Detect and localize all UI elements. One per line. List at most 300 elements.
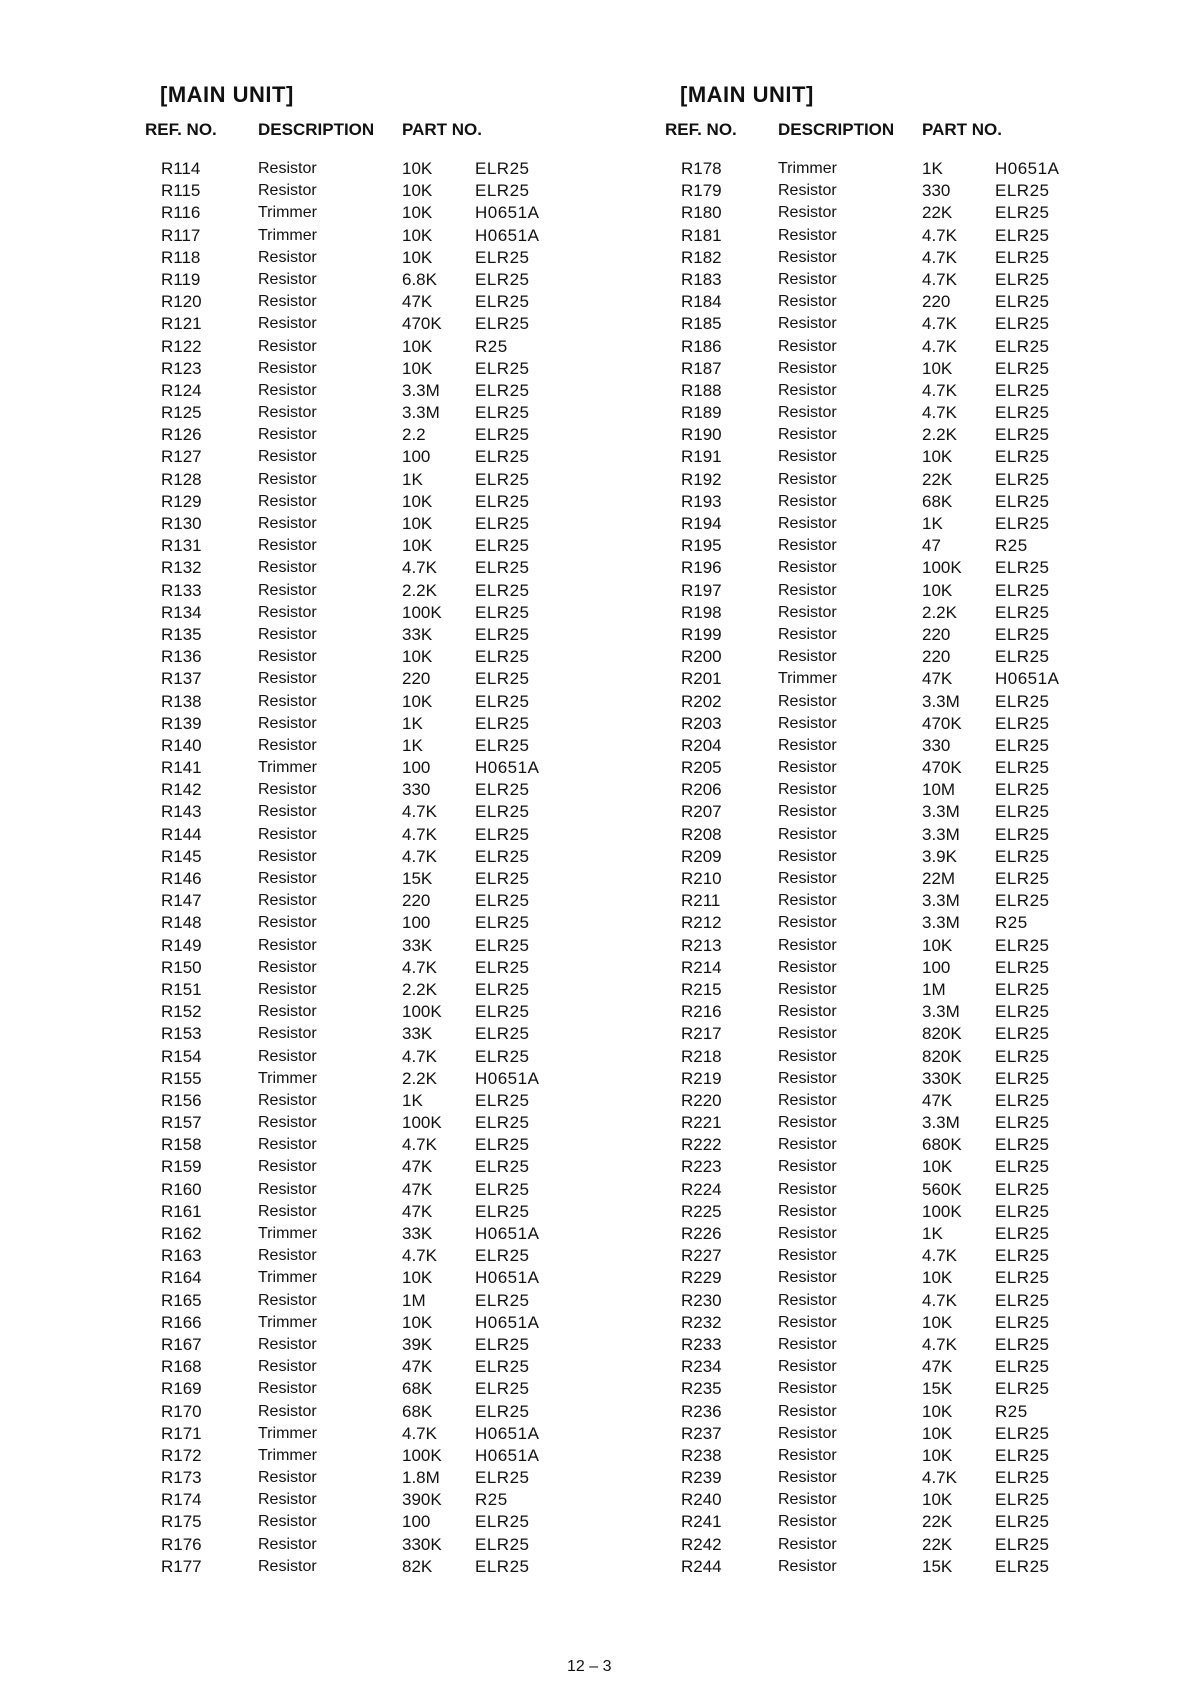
- ref-no-cell: R181: [681, 225, 722, 245]
- part-no-cell: ELR25: [995, 225, 1050, 245]
- table-row: [665, 358, 1105, 380]
- description-cell: Resistor: [778, 825, 837, 843]
- description-cell: Resistor: [258, 1358, 317, 1376]
- part-no-cell: R25: [475, 1490, 508, 1510]
- ref-no-cell: R188: [681, 380, 722, 400]
- value-cell: 10K: [402, 225, 433, 245]
- description-cell: Resistor: [778, 470, 837, 488]
- value-cell: 1K: [402, 735, 423, 755]
- part-no-cell: ELR25: [475, 469, 530, 489]
- part-no-cell: ELR25: [995, 647, 1050, 667]
- description-cell: Resistor: [258, 781, 317, 799]
- description-cell: Resistor: [778, 1424, 837, 1442]
- value-cell: 100: [402, 447, 431, 467]
- description-cell: Resistor: [778, 1180, 837, 1198]
- table-row: [665, 202, 1105, 224]
- ref-no-cell: R213: [681, 935, 722, 955]
- value-cell: 4.7K: [402, 846, 437, 866]
- table-row: [665, 935, 1105, 957]
- value-cell: 10K: [922, 580, 953, 600]
- value-cell: 100K: [402, 602, 442, 622]
- part-no-cell: H0651A: [475, 1445, 540, 1465]
- part-no-cell: ELR25: [475, 1290, 530, 1310]
- table-row: [145, 691, 585, 713]
- value-cell: 10K: [922, 1157, 953, 1177]
- description-cell: Trimmer: [258, 1313, 317, 1331]
- part-no-cell: ELR25: [995, 1423, 1050, 1443]
- table-row: [665, 1378, 1105, 1400]
- description-cell: Resistor: [258, 648, 317, 666]
- description-cell: Resistor: [778, 892, 837, 910]
- ref-no-cell: R208: [681, 824, 722, 844]
- value-cell: 4.7K: [402, 558, 437, 578]
- value-cell: 100: [402, 1512, 431, 1532]
- description-cell: Resistor: [778, 426, 837, 444]
- part-no-cell: ELR25: [995, 1312, 1050, 1332]
- value-cell: 33K: [402, 624, 433, 644]
- table-row: [665, 1156, 1105, 1178]
- part-no-cell: H0651A: [475, 1068, 540, 1088]
- table-row: [145, 1312, 585, 1334]
- description-cell: Resistor: [258, 870, 317, 887]
- ref-no-cell: R123: [161, 358, 202, 378]
- part-no-cell: ELR25: [995, 292, 1050, 312]
- ref-no-cell: R127: [161, 447, 202, 467]
- ref-no-cell: R200: [681, 647, 722, 667]
- table-row: [145, 513, 585, 535]
- table-row: [665, 446, 1105, 468]
- description-cell: Resistor: [778, 1225, 837, 1242]
- part-no-cell: ELR25: [475, 536, 530, 556]
- value-cell: 1K: [402, 713, 423, 733]
- value-cell: 10K: [922, 1268, 953, 1288]
- description-cell: Resistor: [778, 603, 837, 621]
- ref-no-cell: R230: [681, 1290, 722, 1310]
- description-cell: Resistor: [258, 1469, 317, 1487]
- description-cell: Resistor: [258, 714, 317, 732]
- part-no-cell: ELR25: [995, 1090, 1050, 1110]
- ref-no-cell: R116: [161, 203, 201, 223]
- part-no-cell: ELR25: [475, 1002, 530, 1022]
- description-cell: Resistor: [778, 1358, 837, 1376]
- part-no-cell: ELR25: [475, 1512, 530, 1532]
- ref-no-cell: R176: [161, 1534, 202, 1554]
- ref-no-cell: R135: [161, 624, 202, 644]
- ref-no-cell: R216: [681, 1002, 722, 1022]
- table-row: [145, 779, 585, 801]
- description-cell: Resistor: [258, 448, 317, 466]
- value-cell: 10K: [402, 1312, 433, 1332]
- ref-no-cell: R118: [161, 247, 201, 267]
- value-cell: 4.7K: [922, 1290, 957, 1310]
- description-cell: Resistor: [778, 581, 837, 599]
- ref-no-cell: R159: [161, 1157, 202, 1177]
- part-no-cell: ELR25: [995, 780, 1050, 800]
- part-no-cell: ELR25: [995, 1135, 1050, 1155]
- part-no-cell: ELR25: [475, 1157, 530, 1177]
- description-cell: Resistor: [258, 1025, 317, 1043]
- table-header: [665, 120, 1105, 148]
- value-cell: 47K: [922, 669, 953, 689]
- ref-no-cell: R120: [161, 292, 202, 312]
- table-row: [665, 291, 1105, 313]
- ref-no-cell: R190: [681, 425, 722, 445]
- value-cell: 1K: [922, 1224, 943, 1243]
- description-cell: Resistor: [778, 1446, 837, 1464]
- table-row: [145, 957, 585, 979]
- value-cell: 2.2K: [402, 580, 437, 600]
- description-cell: Resistor: [258, 603, 317, 621]
- ref-no-cell: R157: [161, 1113, 202, 1133]
- ref-no-cell: R167: [161, 1334, 202, 1354]
- table-row: [145, 1179, 585, 1201]
- description-cell: Resistor: [778, 914, 837, 932]
- value-cell: 4.7K: [402, 802, 437, 822]
- description-cell: Resistor: [778, 226, 837, 244]
- value-cell: 4.7K: [402, 1135, 437, 1155]
- part-no-cell: ELR25: [995, 269, 1050, 289]
- part-no-cell: ELR25: [475, 181, 530, 201]
- part-no-cell: ELR25: [995, 691, 1050, 711]
- description-cell: Resistor: [258, 1003, 317, 1021]
- part-no-cell: ELR25: [995, 957, 1050, 977]
- description-cell: Resistor: [778, 559, 837, 577]
- description-cell: Resistor: [258, 825, 317, 843]
- part-no-cell: ELR25: [995, 979, 1050, 999]
- value-cell: 82K: [402, 1556, 433, 1576]
- description-cell: Resistor: [258, 1202, 317, 1220]
- description-cell: Resistor: [258, 537, 317, 555]
- description-cell: Resistor: [258, 1180, 317, 1198]
- part-no-cell: ELR25: [995, 846, 1050, 866]
- table-row: [145, 535, 585, 557]
- part-no-cell: ELR25: [995, 558, 1050, 578]
- part-no-cell: ELR25: [995, 380, 1050, 400]
- table-row: [145, 1001, 585, 1023]
- description-cell: Resistor: [778, 315, 837, 333]
- value-cell: 15K: [922, 1379, 953, 1399]
- description-cell: Resistor: [778, 1291, 837, 1309]
- part-no-cell: ELR25: [995, 336, 1050, 356]
- ref-no-cell: R205: [681, 758, 722, 778]
- table-row: [665, 1267, 1105, 1289]
- ref-no-cell: R119: [161, 269, 201, 289]
- table-row: [145, 1534, 585, 1556]
- table-row: [665, 1467, 1105, 1489]
- table-row: [145, 1046, 585, 1068]
- ref-no-cell: R241: [681, 1512, 722, 1532]
- ref-no-cell: R222: [681, 1135, 722, 1155]
- page-number: 12 – 3: [567, 1658, 612, 1675]
- header-ref-no: REF. NO.: [145, 120, 217, 139]
- table-row: [145, 912, 585, 934]
- value-cell: 4.7K: [922, 1246, 957, 1266]
- description-cell: Resistor: [778, 847, 837, 865]
- part-no-cell: ELR25: [475, 514, 530, 533]
- table-row: [665, 1023, 1105, 1045]
- table-row: [665, 735, 1105, 757]
- description-cell: Trimmer: [258, 226, 317, 244]
- table-row: [665, 269, 1105, 291]
- value-cell: 22K: [922, 1512, 953, 1532]
- table-row: [145, 1445, 585, 1467]
- ref-no-cell: R225: [681, 1201, 722, 1221]
- value-cell: 10K: [402, 203, 433, 223]
- part-no-cell: ELR25: [995, 1468, 1050, 1488]
- description-cell: Resistor: [258, 359, 317, 377]
- description-cell: Resistor: [258, 160, 317, 177]
- part-no-cell: ELR25: [475, 846, 530, 866]
- value-cell: 820K: [922, 1046, 962, 1066]
- table-row: [665, 957, 1105, 979]
- table-row: [665, 336, 1105, 358]
- table-row: [145, 446, 585, 468]
- ref-no-cell: R147: [161, 891, 202, 911]
- description-cell: Resistor: [778, 958, 837, 976]
- value-cell: 2.2K: [922, 602, 957, 622]
- ref-no-cell: R151: [161, 979, 202, 999]
- description-cell: Resistor: [778, 204, 837, 222]
- ref-no-cell: R218: [681, 1046, 722, 1066]
- value-cell: 68K: [922, 491, 953, 511]
- ref-no-cell: R235: [681, 1379, 722, 1399]
- part-no-cell: ELR25: [475, 580, 530, 600]
- part-no-cell: ELR25: [475, 979, 530, 999]
- value-cell: 4.7K: [922, 1334, 957, 1354]
- value-cell: 47K: [922, 1090, 953, 1110]
- description-cell: Resistor: [778, 1535, 837, 1553]
- description-cell: Resistor: [778, 1380, 837, 1398]
- table-row: [145, 247, 585, 269]
- value-cell: 22K: [922, 203, 953, 223]
- description-cell: Resistor: [258, 980, 317, 998]
- ref-no-cell: R117: [161, 225, 201, 245]
- part-no-cell: ELR25: [475, 691, 530, 711]
- part-no-cell: ELR25: [475, 1534, 530, 1554]
- description-cell: Resistor: [258, 1114, 317, 1132]
- value-cell: 10K: [402, 358, 433, 378]
- description-cell: Resistor: [778, 648, 837, 666]
- description-cell: Resistor: [258, 1557, 317, 1575]
- part-no-cell: ELR25: [475, 1246, 530, 1266]
- table-row: [665, 624, 1105, 646]
- description-cell: Resistor: [258, 426, 317, 444]
- table-row: [145, 1489, 585, 1511]
- value-cell: 3.3M: [402, 380, 440, 400]
- description-cell: Resistor: [778, 781, 837, 799]
- part-no-cell: ELR25: [995, 358, 1050, 378]
- table-row: [665, 912, 1105, 934]
- table-row: [145, 868, 585, 890]
- description-cell: Resistor: [778, 803, 837, 821]
- table-row: [145, 1378, 585, 1400]
- description-cell: Trimmer: [258, 1069, 317, 1087]
- table-row: [145, 1556, 585, 1578]
- description-cell: Trimmer: [258, 759, 317, 777]
- table-row: [145, 491, 585, 513]
- value-cell: 220: [922, 292, 951, 312]
- value-cell: 10K: [922, 358, 953, 378]
- description-cell: Resistor: [258, 1535, 317, 1553]
- table-row: [145, 846, 585, 868]
- ref-no-cell: R203: [681, 713, 722, 733]
- ref-no-cell: R220: [681, 1090, 722, 1110]
- ref-no-cell: R172: [161, 1445, 202, 1465]
- description-cell: Resistor: [778, 714, 837, 732]
- table-row: [145, 1290, 585, 1312]
- part-no-cell: H0651A: [475, 1268, 540, 1288]
- value-cell: 10M: [922, 780, 956, 800]
- part-no-cell: ELR25: [995, 1556, 1050, 1576]
- part-no-cell: ELR25: [475, 1201, 530, 1221]
- table-row: [145, 1134, 585, 1156]
- description-cell: Resistor: [258, 847, 317, 865]
- header-description: DESCRIPTION: [258, 120, 375, 139]
- description-cell: Resistor: [258, 404, 317, 422]
- part-no-cell: ELR25: [475, 1556, 530, 1576]
- value-cell: 47K: [402, 1179, 433, 1199]
- table-row: [665, 801, 1105, 823]
- value-cell: 10K: [922, 447, 953, 467]
- table-row: [665, 691, 1105, 713]
- value-cell: 47K: [402, 292, 433, 312]
- description-cell: Resistor: [778, 537, 837, 555]
- value-cell: 15K: [402, 869, 433, 888]
- value-cell: 3.3M: [922, 913, 960, 933]
- part-no-cell: ELR25: [995, 758, 1050, 778]
- table-row: [145, 1511, 585, 1533]
- ref-no-cell: R152: [161, 1002, 202, 1022]
- value-cell: 4.7K: [922, 269, 957, 289]
- ref-no-cell: R238: [681, 1445, 722, 1465]
- table-row: [665, 757, 1105, 779]
- value-cell: 820K: [922, 1024, 962, 1044]
- ref-no-cell: R237: [681, 1423, 722, 1443]
- description-cell: Resistor: [778, 248, 837, 266]
- part-no-cell: ELR25: [475, 358, 530, 378]
- value-cell: 330: [402, 780, 431, 800]
- ref-no-cell: R124: [161, 380, 202, 400]
- value-cell: 3.3M: [922, 824, 960, 844]
- ref-no-cell: R122: [161, 336, 202, 356]
- value-cell: 22K: [922, 1534, 953, 1554]
- table-row: [665, 779, 1105, 801]
- table-row: [665, 1401, 1105, 1423]
- description-cell: Resistor: [778, 515, 837, 532]
- description-cell: Resistor: [258, 515, 317, 532]
- description-cell: Resistor: [778, 359, 837, 377]
- description-cell: Resistor: [258, 559, 317, 577]
- ref-no-cell: R214: [681, 957, 722, 977]
- table-row: [145, 1112, 585, 1134]
- value-cell: 1M: [402, 1290, 426, 1310]
- part-no-cell: ELR25: [995, 491, 1050, 511]
- table-row: [145, 1090, 585, 1112]
- ref-no-cell: R196: [681, 558, 722, 578]
- table-row: [665, 247, 1105, 269]
- part-no-cell: H0651A: [475, 225, 540, 245]
- ref-no-cell: R233: [681, 1334, 722, 1354]
- description-cell: Resistor: [258, 1402, 317, 1420]
- description-cell: Resistor: [778, 337, 837, 355]
- value-cell: 33K: [402, 935, 433, 955]
- value-cell: 220: [922, 624, 951, 644]
- description-cell: Resistor: [778, 936, 837, 954]
- description-cell: Resistor: [778, 448, 837, 466]
- description-cell: Resistor: [778, 1003, 837, 1021]
- table-row: [665, 1112, 1105, 1134]
- value-cell: 22M: [922, 869, 956, 888]
- ref-no-cell: R146: [161, 869, 202, 888]
- value-cell: 1K: [402, 469, 423, 489]
- ref-no-cell: R179: [681, 181, 722, 201]
- table-row: [665, 513, 1105, 535]
- ref-no-cell: R121: [161, 314, 202, 334]
- part-no-cell: ELR25: [475, 624, 530, 644]
- description-cell: Trimmer: [258, 1446, 317, 1464]
- ref-no-cell: R175: [161, 1512, 202, 1532]
- description-cell: Resistor: [258, 1091, 317, 1109]
- value-cell: 100: [922, 957, 951, 977]
- part-no-cell: ELR25: [475, 425, 530, 445]
- ref-no-cell: R212: [681, 913, 722, 933]
- table-row: [665, 380, 1105, 402]
- value-cell: 10K: [402, 336, 433, 356]
- value-cell: 4.7K: [402, 1423, 437, 1443]
- ref-no-cell: R223: [681, 1157, 722, 1177]
- ref-no-cell: R202: [681, 691, 722, 711]
- table-row: [145, 580, 585, 602]
- ref-no-cell: R166: [161, 1312, 202, 1332]
- value-cell: 220: [402, 891, 431, 911]
- description-cell: Resistor: [778, 1469, 837, 1487]
- value-cell: 3.3M: [922, 1113, 960, 1133]
- ref-no-cell: R183: [681, 269, 722, 289]
- table-row: [665, 158, 1105, 180]
- table-row: [665, 424, 1105, 446]
- ref-no-cell: R219: [681, 1068, 722, 1088]
- value-cell: 330K: [922, 1068, 962, 1088]
- value-cell: 10K: [402, 1268, 433, 1288]
- table-row: [145, 1201, 585, 1223]
- value-cell: 1K: [922, 159, 943, 178]
- table-row: [145, 313, 585, 335]
- part-no-cell: ELR25: [475, 159, 530, 178]
- table-row: [665, 1201, 1105, 1223]
- part-no-cell: ELR25: [995, 1246, 1050, 1266]
- description-cell: Resistor: [258, 248, 317, 266]
- table-row: [145, 1068, 585, 1090]
- description-cell: Resistor: [778, 1313, 837, 1331]
- header-description: DESCRIPTION: [778, 120, 895, 139]
- part-no-cell: ELR25: [475, 824, 530, 844]
- ref-no-cell: R198: [681, 602, 722, 622]
- description-cell: Resistor: [778, 182, 837, 200]
- table-row: [145, 557, 585, 579]
- value-cell: 2.2: [402, 425, 426, 445]
- ref-no-cell: R206: [681, 780, 722, 800]
- part-no-cell: ELR25: [475, 935, 530, 955]
- description-cell: Resistor: [778, 759, 837, 777]
- value-cell: 4.7K: [922, 225, 957, 245]
- part-no-cell: ELR25: [995, 1157, 1050, 1177]
- table-row: [145, 225, 585, 247]
- ref-no-cell: R229: [681, 1268, 722, 1288]
- table-row: [145, 402, 585, 424]
- value-cell: 33K: [402, 1024, 433, 1044]
- table-row: [665, 313, 1105, 335]
- table-row: [145, 668, 585, 690]
